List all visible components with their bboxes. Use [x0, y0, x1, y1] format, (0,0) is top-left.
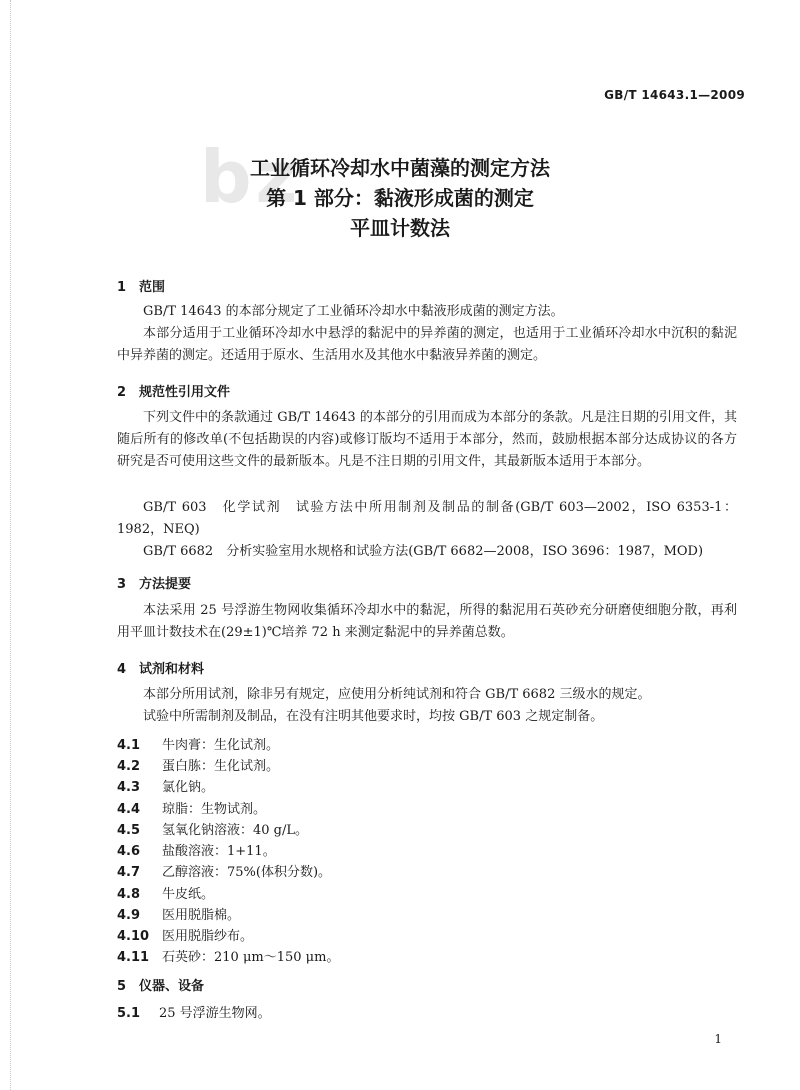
- list-item: [117, 946, 339, 965]
- item-number: 4.10: [117, 929, 150, 944]
- list-item: [117, 883, 214, 902]
- item-text: 牛皮纸。: [162, 887, 215, 902]
- section-title: 方法提要: [139, 577, 192, 592]
- section-1-paragraph-1: GB/T 14643 的本部分规定了工业循环冷却水中黏液形成菌的测定方法。: [143, 304, 564, 319]
- section-number: 3: [117, 577, 127, 592]
- item-number: 4.5: [117, 823, 141, 838]
- list-item: [117, 904, 240, 923]
- item-number: 4.11: [117, 950, 150, 965]
- section-title: 规范性引用文件: [139, 385, 231, 400]
- section-title: 仪器、设备: [139, 979, 205, 994]
- title-line-2: 第 1 部分：黏液形成菌的测定: [266, 186, 534, 210]
- list-item: [117, 798, 266, 817]
- section-2-heading: [117, 381, 230, 400]
- item-text: 医用脱脂棉。: [162, 908, 241, 923]
- item-text: 石英砂：210 μm～150 μm。: [162, 950, 340, 965]
- section-title: 范围: [139, 280, 166, 295]
- item-number: 4.7: [117, 865, 141, 880]
- list-item: [117, 776, 214, 795]
- list-item: [117, 755, 279, 774]
- section-1-paragraph-2: 本部分适用于工业循环冷却水中悬浮的黏泥中的异养菌的测定，也适用于工业循环冷却水中沉积的黏泥中异养菌的测定。还适用于原水、生活用水及其他水中黏液异养菌的测定。: [117, 326, 737, 363]
- item-number: 4.1: [117, 738, 141, 753]
- title-line-1: 工业循环冷却水中菌藻的测定方法: [250, 156, 550, 180]
- item-text: 盐酸溶液：1+11。: [162, 844, 276, 859]
- item-number: 4.4: [117, 802, 141, 817]
- item-number: 4.3: [117, 780, 141, 795]
- list-item: [117, 840, 276, 859]
- item-number: 4.9: [117, 908, 141, 923]
- section-3-heading: [117, 573, 191, 592]
- section-number: 5: [117, 979, 127, 994]
- title-line-3: 平皿计数法: [350, 216, 450, 240]
- watermark: bz: [200, 135, 302, 219]
- item-number: 4.2: [117, 759, 141, 774]
- item-number: 4.8: [117, 887, 141, 902]
- section-2-paragraph-1: 下列文件中的条款通过 GB/T 14643 的本部分的引用而成为本部分的条款。凡是注日期的引用文件，其随后所有的修改单(不包括勘误的内容)或修订版均不适用于本部分，然而，鼓励根据本部分达成协议的各方研究是否可使用这些文件的最新版本。凡是不注日期的引用文件，其最新版本适用于本部分。: [117, 410, 737, 469]
- item-number: 4.6: [117, 844, 141, 859]
- section-2-reference-1: GB/T 603 化学试剂 试验方法中所用制剂及制品的制备(GB/T 603—2002，ISO 6353-1：1982，NEQ): [117, 500, 737, 537]
- item-text: 牛肉膏：生化试剂。: [162, 738, 280, 753]
- item-text: 氯化钠。: [162, 780, 215, 795]
- list-item: [117, 1002, 271, 1021]
- list-item: [117, 925, 253, 944]
- list-item: [117, 819, 308, 838]
- item-text: 蛋白胨：生化试剂。: [162, 759, 280, 774]
- section-2-reference-2: GB/T 6682 分析实验室用水规格和试验方法(GB/T 6682—2008，ISO 3696：1987，MOD): [143, 544, 704, 559]
- item-text: 医用脱脂纱布。: [162, 929, 254, 944]
- section-number: 2: [117, 385, 127, 400]
- item-number: 5.1: [117, 1006, 141, 1021]
- section-4-heading: [117, 658, 204, 677]
- section-4-paragraph-1: 本部分所用试剂，除非另有规定，应使用分析纯试剂和符合 GB/T 6682 三级水的规定。: [143, 687, 651, 702]
- section-4-paragraph-2: 试验中所需制剂及制品，在没有注明其他要求时，均按 GB/T 603 之规定制备。: [143, 709, 604, 724]
- item-text: 25 号浮游生物网。: [159, 1006, 271, 1021]
- section-number: 4: [117, 662, 127, 677]
- item-text: 琼脂：生物试剂。: [162, 802, 267, 817]
- section-5-heading: [117, 975, 204, 994]
- list-item: [117, 861, 331, 880]
- list-item: [117, 734, 279, 753]
- section-title: 试剂和材料: [139, 662, 205, 677]
- standard-number: GB/T 14643.1—2009: [604, 88, 745, 102]
- section-1-heading: [117, 276, 165, 295]
- page-number: 1: [714, 1032, 722, 1046]
- item-text: 乙醇溶液：75%(体积分数)。: [162, 865, 332, 880]
- item-text: 氢氧化钠溶液：40 g/L。: [162, 823, 309, 838]
- section-number: 1: [117, 280, 127, 295]
- section-3-paragraph-1: 本法采用 25 号浮游生物网收集循环冷却水中的黏泥，所得的黏泥用石英砂充分研磨使细胞分散，再利用平皿计数技术在(29±1)℃培养 72 h 来测定黏泥中的异养菌总数。: [117, 603, 737, 640]
